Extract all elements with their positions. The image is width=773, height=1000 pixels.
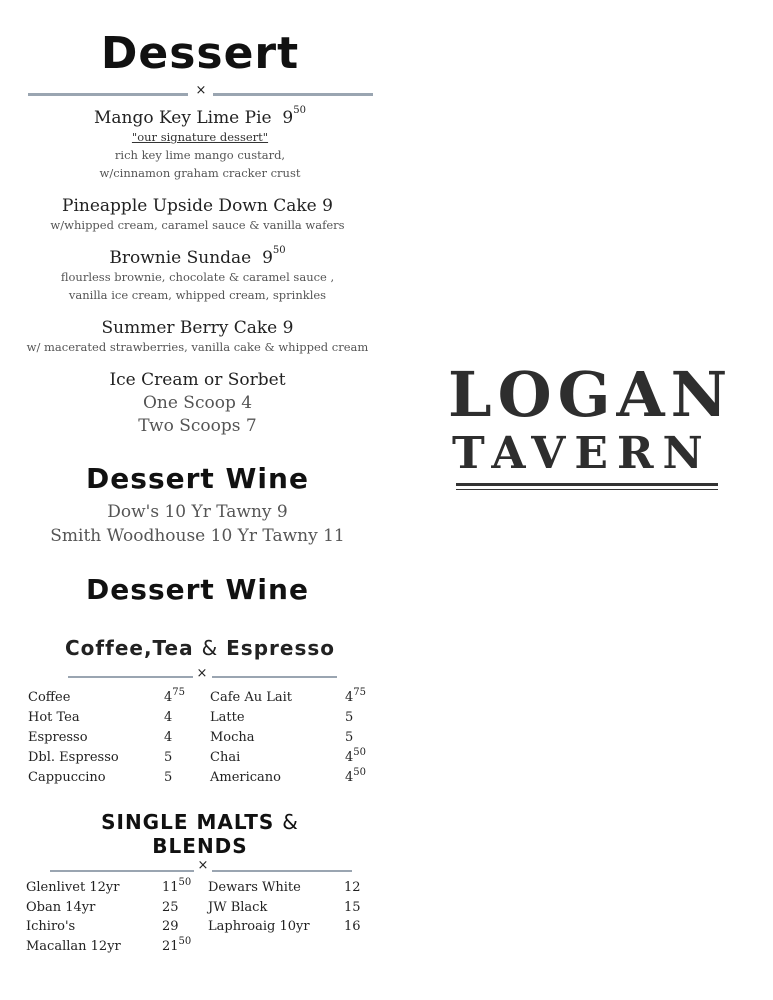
price-dollars: 5 <box>164 750 173 765</box>
price-dollars: 21 <box>162 938 179 954</box>
list-item-price <box>345 730 353 745</box>
malts-title-ampersand: & <box>282 810 299 834</box>
divider-x-mark: × <box>195 83 207 98</box>
wine-item: Dow's 10 Yr Tawny 9 <box>107 502 288 522</box>
list-item-name: Dewars White <box>208 880 301 895</box>
list-item-name: Coffee <box>28 690 71 705</box>
logo-underline <box>456 483 718 486</box>
item-name: Mango Key Lime Pie <box>94 108 272 128</box>
item-name: Pineapple Upside Down Cake <box>62 196 317 216</box>
logo-logan: LOGAN <box>448 358 734 431</box>
list-item-price <box>164 730 172 745</box>
price-dollars: 5 <box>164 770 173 785</box>
coffee-title-ampersand: & <box>201 636 219 660</box>
list-item-name: Mocha <box>210 730 255 745</box>
item-description: w/ macerated strawberries, vanilla cake & whipped cream <box>26 340 369 354</box>
price-cents: 75 <box>353 687 367 698</box>
coffee-title <box>20 636 380 660</box>
item-price: 9 <box>282 318 294 338</box>
list-item-price <box>345 687 367 705</box>
list-item-name: Glenlivet 12yr <box>26 880 120 895</box>
list-item-price <box>344 900 361 915</box>
list-item-name: Americano <box>210 770 282 785</box>
list-item-name: Espresso <box>28 730 88 745</box>
divider-line <box>212 676 337 678</box>
malts-title-part: SINGLE MALTS <box>101 810 275 834</box>
coffee-title-part: Espresso <box>226 636 335 660</box>
list-item-name: Dbl. Espresso <box>28 750 119 765</box>
price-dollars: 11 <box>162 880 179 895</box>
list-item-name: Cafe Au Lait <box>210 690 292 705</box>
malts-title-part: BLENDS <box>152 834 248 858</box>
list-item-price <box>344 919 361 934</box>
price-cents: 50 <box>178 935 192 947</box>
price-dollars: 15 <box>344 899 361 915</box>
item-price: 9 <box>282 108 294 128</box>
item-name: Brownie Sundae <box>109 248 252 268</box>
price-dollars: 29 <box>162 919 179 934</box>
coffee-title-part: Coffee,Tea <box>65 636 194 660</box>
item-option: One Scoop 4 <box>142 393 253 413</box>
malts-title <box>40 810 360 858</box>
price-dollars: 4 <box>345 770 354 785</box>
item-description: w/cinnamon graham cracker crust <box>99 166 301 180</box>
item-description: w/whipped cream, caramel sauce & vanilla wafers <box>50 218 345 232</box>
menu-item <box>0 318 395 356</box>
list-item-price <box>345 767 367 785</box>
wine-item: Smith Woodhouse 10 Yr Tawny 11 <box>50 526 345 546</box>
item-tagline: "our signature dessert" <box>131 130 269 144</box>
menu-item <box>0 196 395 234</box>
item-description: rich key lime mango custard, <box>114 148 286 162</box>
item-description: flourless brownie, chocolate & caramel sauce , <box>60 270 335 284</box>
list-item-name: Hot Tea <box>28 710 80 725</box>
list-item-name: Macallan 12yr <box>26 938 121 954</box>
divider-line <box>28 93 188 96</box>
item-option: Two Scoops 7 <box>138 416 257 436</box>
item-price: 9 <box>322 196 333 216</box>
price-dollars: 4 <box>164 710 173 725</box>
list-item-price <box>162 919 179 934</box>
item-price: 9 <box>262 248 273 268</box>
list-item-name: Latte <box>210 710 245 725</box>
item-description: vanilla ice cream, whipped cream, sprinkles <box>68 288 327 302</box>
item-name: Ice Cream or Sorbet <box>109 370 286 390</box>
price-cents: 50 <box>178 877 192 888</box>
list-item-price <box>164 770 172 785</box>
list-item-price <box>162 900 179 915</box>
price-cents: 50 <box>353 747 367 758</box>
divider-x-mark: × <box>197 858 209 873</box>
list-item-name: Oban 14yr <box>26 899 96 915</box>
list-item-price <box>345 710 353 725</box>
price-dollars: 4 <box>164 690 173 705</box>
divider-line <box>212 870 352 872</box>
menu-item <box>0 105 400 182</box>
list-item-price <box>164 687 186 705</box>
list-item-name: JW Black <box>208 899 268 915</box>
list-item-name: Chai <box>210 750 241 765</box>
list-item-price <box>345 747 367 765</box>
list-item-name: Cappuccino <box>28 770 106 785</box>
price-dollars: 5 <box>345 730 354 745</box>
price-cents: 75 <box>172 687 186 698</box>
list-item-price <box>162 877 192 895</box>
item-price-cents: 50 <box>272 245 286 256</box>
menu-item <box>0 370 395 436</box>
price-dollars: 16 <box>344 919 361 934</box>
dessert-title: Dessert <box>100 28 300 79</box>
list-item-name: Ichiro's <box>26 919 76 934</box>
divider-line <box>50 870 194 872</box>
price-dollars: 4 <box>345 690 354 705</box>
divider-line <box>68 676 193 678</box>
logo-tavern: TAVERN <box>452 428 712 479</box>
price-dollars: 25 <box>162 899 179 915</box>
divider-x-mark: × <box>196 666 208 681</box>
list-item-name: Laphroaig 10yr <box>208 919 310 934</box>
list-item-price <box>162 935 192 954</box>
menu-item <box>0 245 395 304</box>
item-name: Summer Berry Cake <box>101 318 278 338</box>
dessert-wine-title: Dessert Wine <box>86 462 309 495</box>
logo-underline-thin <box>456 489 718 490</box>
dessert-wine-title-repeat: Dessert Wine <box>86 573 309 606</box>
list-item-price <box>164 750 172 765</box>
price-dollars: 4 <box>345 750 354 765</box>
price-dollars: 4 <box>164 730 173 745</box>
price-dollars: 12 <box>344 880 361 895</box>
price-cents: 50 <box>353 767 367 778</box>
list-item-price <box>344 880 361 895</box>
divider-line <box>213 93 373 96</box>
list-item-price <box>164 710 172 725</box>
item-price-cents: 50 <box>293 105 306 116</box>
price-dollars: 5 <box>345 710 354 725</box>
